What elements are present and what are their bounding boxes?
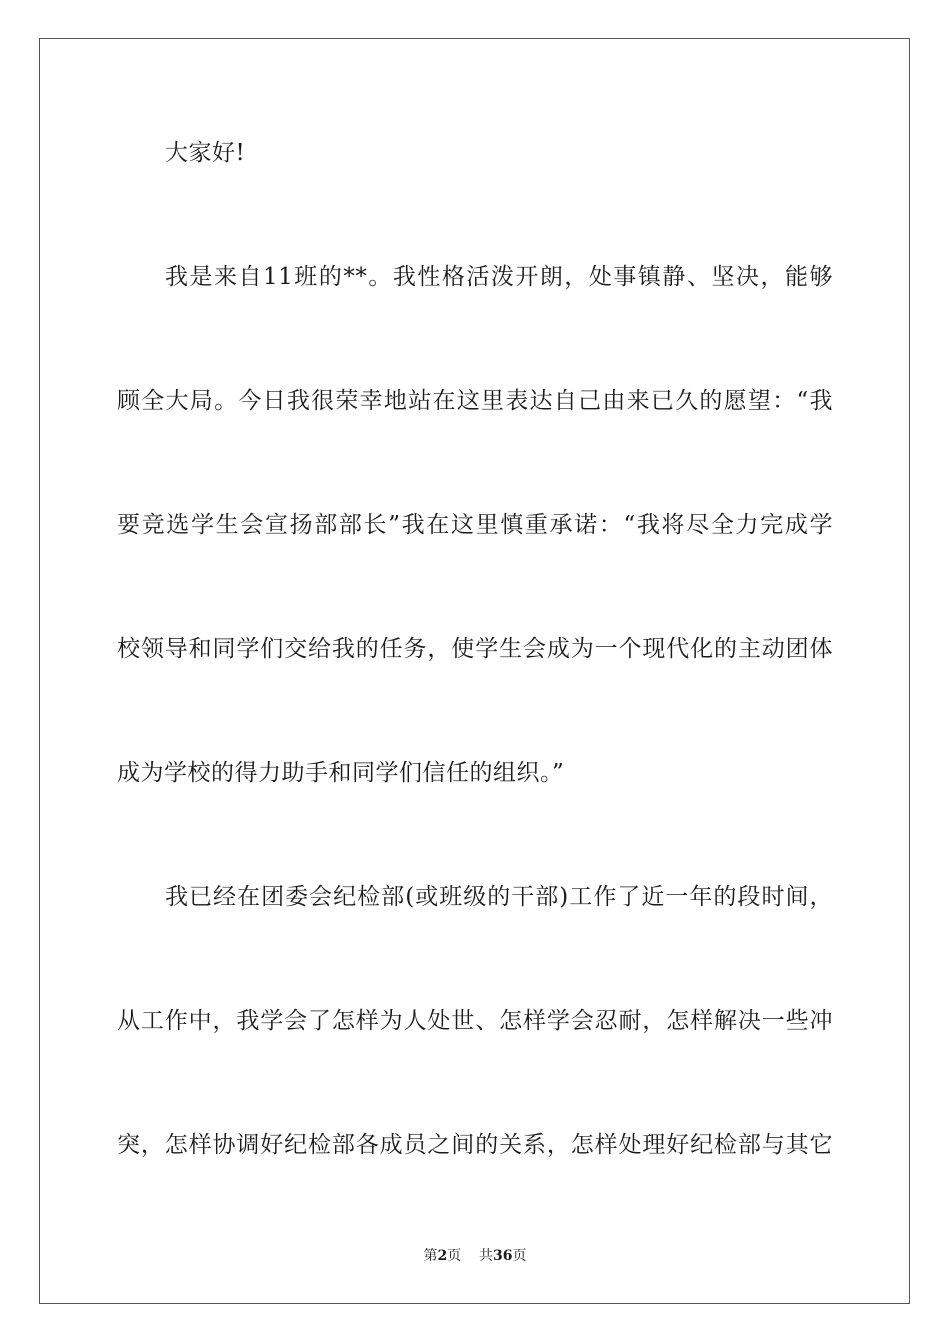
- page-prefix: 第: [423, 1248, 438, 1264]
- paragraph-greeting: 大家好!: [165, 140, 246, 166]
- page-border: [39, 38, 910, 1304]
- paragraph-line: 成为学校的得力助手和同学们信任的组织。”: [117, 760, 565, 786]
- paragraph-line: 我是来自11班的**。我性格活泼开朗，处事镇静、坚决，能够: [165, 264, 833, 290]
- total-prefix: 共: [479, 1248, 494, 1264]
- page-number: 2: [437, 1248, 448, 1264]
- paragraph-line: 突，怎样协调好纪检部各成员之间的关系，怎样处理好纪检部与其它: [117, 1132, 833, 1158]
- paragraph-line: 校领导和同学们交给我的任务，使学生会成为一个现代化的主动团体: [117, 636, 833, 662]
- total-pages: 36: [493, 1248, 513, 1264]
- paragraph-line: 从工作中，我学会了怎样为人处世、怎样学会忍耐，怎样解决一些冲: [117, 1008, 833, 1034]
- paragraph-line: 我已经在团委会纪检部(或班级的干部)工作了近一年的段时间，: [165, 884, 833, 910]
- paragraph-line: 要竞选学生会宣扬部部长”我在这里慎重承诺：“我将尽全力完成学: [117, 512, 833, 538]
- page-suffix: 页: [447, 1248, 462, 1264]
- total-suffix: 页: [512, 1248, 527, 1264]
- page-footer: [0, 1247, 950, 1265]
- paragraph-line: 顾全大局。今日我很荣幸地站在这里表达自己由来已久的愿望：“我: [117, 388, 833, 414]
